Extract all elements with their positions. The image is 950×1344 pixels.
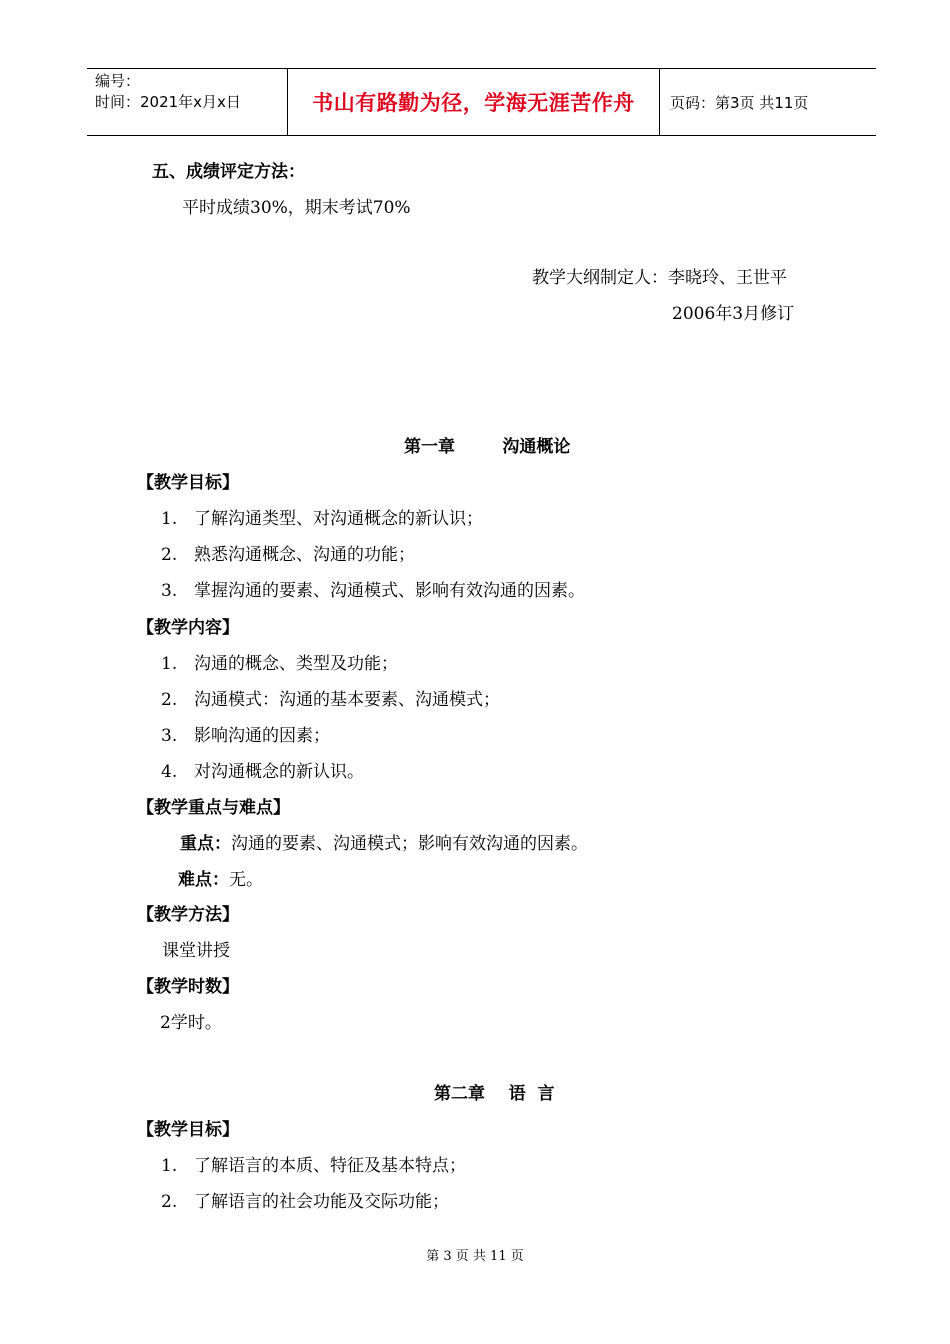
revision-date: 2006年3月修订 [672,304,795,324]
chapter1-keypoints-heading: 【教学重点与难点】 [137,798,290,818]
grading-heading: 五、成绩评定方法： [152,162,305,182]
chapter2-objectives-heading: 【教学目标】 [137,1120,239,1140]
chapter1-content-heading: 【教学内容】 [137,618,239,638]
header-motto-cell [287,69,660,135]
header-page-info: 页码：第3页 共11页 [670,93,809,112]
key-point-text: 沟通的要素、沟通模式；影响有效沟通的因素。 [231,834,588,854]
document-time-label: 时间：2021年x月x日 [95,93,241,111]
chapter1-hours-heading: 【教学时数】 [137,977,239,997]
key-point-label: 重点： [180,834,231,854]
chapter1-title: 第一章 沟通概论 [404,437,571,457]
list-item: 4. 对沟通概念的新认识。 [161,762,364,782]
page-footer: 第 3 页 共 11 页 [426,1249,524,1264]
difficulty-label: 难点： [178,870,229,890]
list-item: 1. 了解沟通类型、对沟通概念的新认识； [161,509,483,529]
header-page-cell [660,69,876,135]
list-item: 1. 沟通的概念、类型及功能； [161,654,398,674]
list-item: 3. 掌握沟通的要素、沟通模式、影响有效沟通的因素。 [161,581,585,601]
difficulty-line [178,868,263,892]
list-item: 2. 沟通模式：沟通的基本要素、沟通模式； [161,690,500,710]
list-item: 2. 熟悉沟通概念、沟通的功能； [161,545,415,565]
chapter1-objectives-heading: 【教学目标】 [137,473,239,493]
chapter1-hours-text: 2学时。 [160,1013,222,1033]
document-number-label: 编号： [95,72,141,90]
chapter1-method-heading: 【教学方法】 [137,905,239,925]
header-motto: 书山有路勤为径，学海无涯苦作舟 [312,91,635,115]
chapter2-title: 第二章 语 言 [434,1084,555,1104]
grading-text: 平时成绩30%，期末考试70% [182,198,411,218]
key-point-line [180,832,588,856]
header-meta [87,69,287,135]
syllabus-authors: 教学大纲制定人：李晓玲、王世平 [532,268,787,288]
list-item: 1. 了解语言的本质、特征及基本特点； [161,1156,466,1176]
page-header [87,68,876,136]
list-item: 3. 影响沟通的因素； [161,726,330,746]
list-item: 2. 了解语言的社会功能及交际功能； [161,1192,449,1212]
chapter1-method-text: 课堂讲授 [162,941,230,961]
difficulty-text: 无。 [229,870,263,890]
